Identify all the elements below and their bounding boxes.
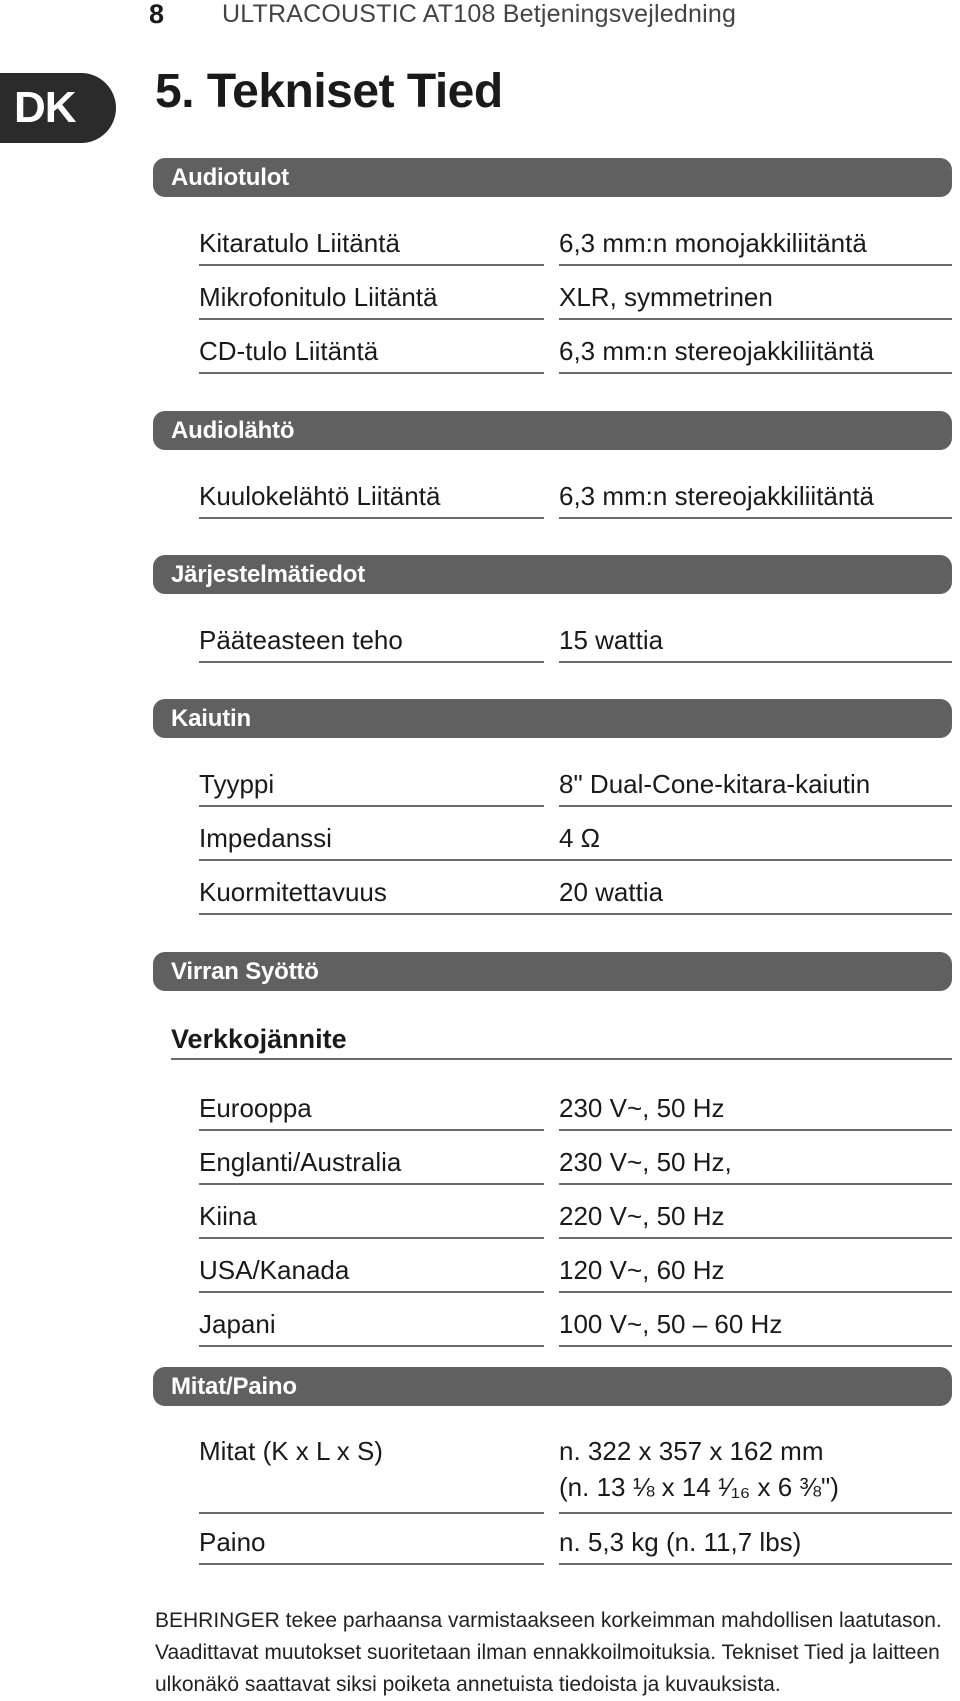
footer-disclaimer: BEHRINGER tekee parhaansa varmistaakseen korkeimman mahdollisen laatutason. Vaadittavat muutokset suoritetaan ilman ennakkoilmoituksia. Tekniset Tied ja laitteen ulkonäkö saattavat siksi poiketa annetuista tiedoista ja kuvauksista. <box>155 1609 942 1696</box>
row-divider <box>199 1345 544 1347</box>
row-divider <box>559 661 952 663</box>
spec-label: Kiina <box>199 1201 257 1231</box>
spec-row <box>0 216 960 266</box>
spec-label: Paino <box>199 1527 266 1557</box>
row-divider <box>559 1345 952 1347</box>
spec-row <box>0 324 960 374</box>
page-title: 5. Tekniset Tied <box>155 65 503 118</box>
row-divider <box>199 1512 544 1514</box>
spec-label: Eurooppa <box>199 1093 312 1123</box>
spec-value <box>559 1436 839 1502</box>
spec-value: 6,3 mm:n stereojakkiliitäntä <box>559 481 875 511</box>
spec-row <box>0 270 960 320</box>
row-divider <box>199 372 544 374</box>
spec-row <box>0 1189 960 1239</box>
spec-label: Kuormitettavuus <box>199 877 387 907</box>
row-divider <box>199 805 544 807</box>
spec-label: CD-tulo Liitäntä <box>199 336 379 366</box>
spec-row <box>0 1297 960 1347</box>
spec-value: 230 V~, 50 Hz, <box>559 1147 732 1177</box>
spec-value: 230 V~, 50 Hz <box>559 1093 725 1123</box>
row-divider <box>199 913 952 915</box>
row-divider <box>199 264 544 266</box>
row-divider <box>559 1129 952 1131</box>
spec-row <box>0 1081 960 1131</box>
section-header-speaker: Kaiutin <box>153 699 952 738</box>
row-divider <box>559 1563 952 1565</box>
spec-label: Kuulokelähtö Liitäntä <box>199 481 441 511</box>
spec-label: Impedanssi <box>199 823 332 853</box>
spec-label: Japani <box>199 1309 276 1339</box>
spec-value: 15 wattia <box>559 625 664 655</box>
spec-value: XLR, symmetrinen <box>559 282 773 312</box>
spec-row <box>0 865 960 915</box>
spec-value: 100 V~, 50 – 60 Hz <box>559 1309 783 1339</box>
spec-value: 6,3 mm:n monojakkiliitäntä <box>559 228 867 258</box>
subheading-mains-voltage: Verkkojännite <box>171 1024 347 1054</box>
spec-row <box>0 1135 960 1185</box>
page-number: 8 <box>149 0 165 29</box>
spec-row <box>0 1515 960 1565</box>
spec-row <box>0 811 960 861</box>
spec-label: Mitat (K x L x S) <box>199 1436 383 1466</box>
spec-row <box>0 757 960 807</box>
spec-value: 6,3 mm:n stereojakkiliitäntä <box>559 336 875 366</box>
row-divider <box>559 517 952 519</box>
row-divider <box>559 1512 952 1514</box>
row-divider <box>199 661 544 663</box>
row-divider <box>199 859 952 861</box>
row-divider <box>199 318 544 320</box>
spec-value-metric: n. 322 x 357 x 162 mm <box>559 1436 824 1466</box>
row-divider <box>199 1183 544 1185</box>
spec-row <box>0 469 960 519</box>
row-divider <box>559 372 952 374</box>
page-header <box>0 0 960 36</box>
section-header-audio-outputs: Audiolähtö <box>153 411 952 450</box>
section-header-system: Järjestelmätiedot <box>153 555 952 594</box>
spec-label: Mikrofonitulo Liitäntä <box>199 282 438 312</box>
section-header-power: Virran Syöttö <box>153 952 952 991</box>
spec-row <box>0 1424 960 1514</box>
row-divider <box>559 318 952 320</box>
spec-label: Pääteasteen teho <box>199 625 403 655</box>
spec-value: 4 Ω <box>559 823 601 853</box>
row-divider <box>199 1129 544 1131</box>
spec-value: n. 5,3 kg (n. 11,7 lbs) <box>559 1527 802 1557</box>
section-header-audio-inputs: Audiotulot <box>153 158 952 197</box>
spec-row <box>0 613 960 663</box>
row-divider <box>199 1237 544 1239</box>
spec-label: Kitaratulo Liitäntä <box>199 228 400 258</box>
spec-value-imperial: (n. 13 ⅛ x 14 ¹⁄₁₆ x 6 ⅜") <box>559 1472 839 1502</box>
document-title: ULTRACOUSTIC AT108 Betjeningsvejledning <box>222 0 737 28</box>
spec-value: 8" Dual-Cone-kitara-kaiutin <box>559 769 871 799</box>
spec-value: 20 wattia <box>559 877 664 907</box>
row-divider <box>559 1237 952 1239</box>
row-divider <box>199 1291 544 1293</box>
row-divider <box>559 1291 952 1293</box>
row-divider <box>559 264 952 266</box>
spec-label: USA/Kanada <box>199 1255 350 1285</box>
spec-label: Englanti/Australia <box>199 1147 402 1177</box>
row-divider <box>559 1183 952 1185</box>
language-badge: DK <box>0 73 116 143</box>
subheading-divider <box>171 1058 952 1060</box>
spec-value: 220 V~, 50 Hz <box>559 1201 725 1231</box>
spec-row <box>0 1243 960 1293</box>
section-header-dimensions: Mitat/Paino <box>153 1367 952 1406</box>
spec-label: Tyyppi <box>199 769 275 799</box>
spec-value: 120 V~, 60 Hz <box>559 1255 725 1285</box>
row-divider <box>199 517 544 519</box>
row-divider <box>199 1563 544 1565</box>
row-divider <box>559 805 952 807</box>
